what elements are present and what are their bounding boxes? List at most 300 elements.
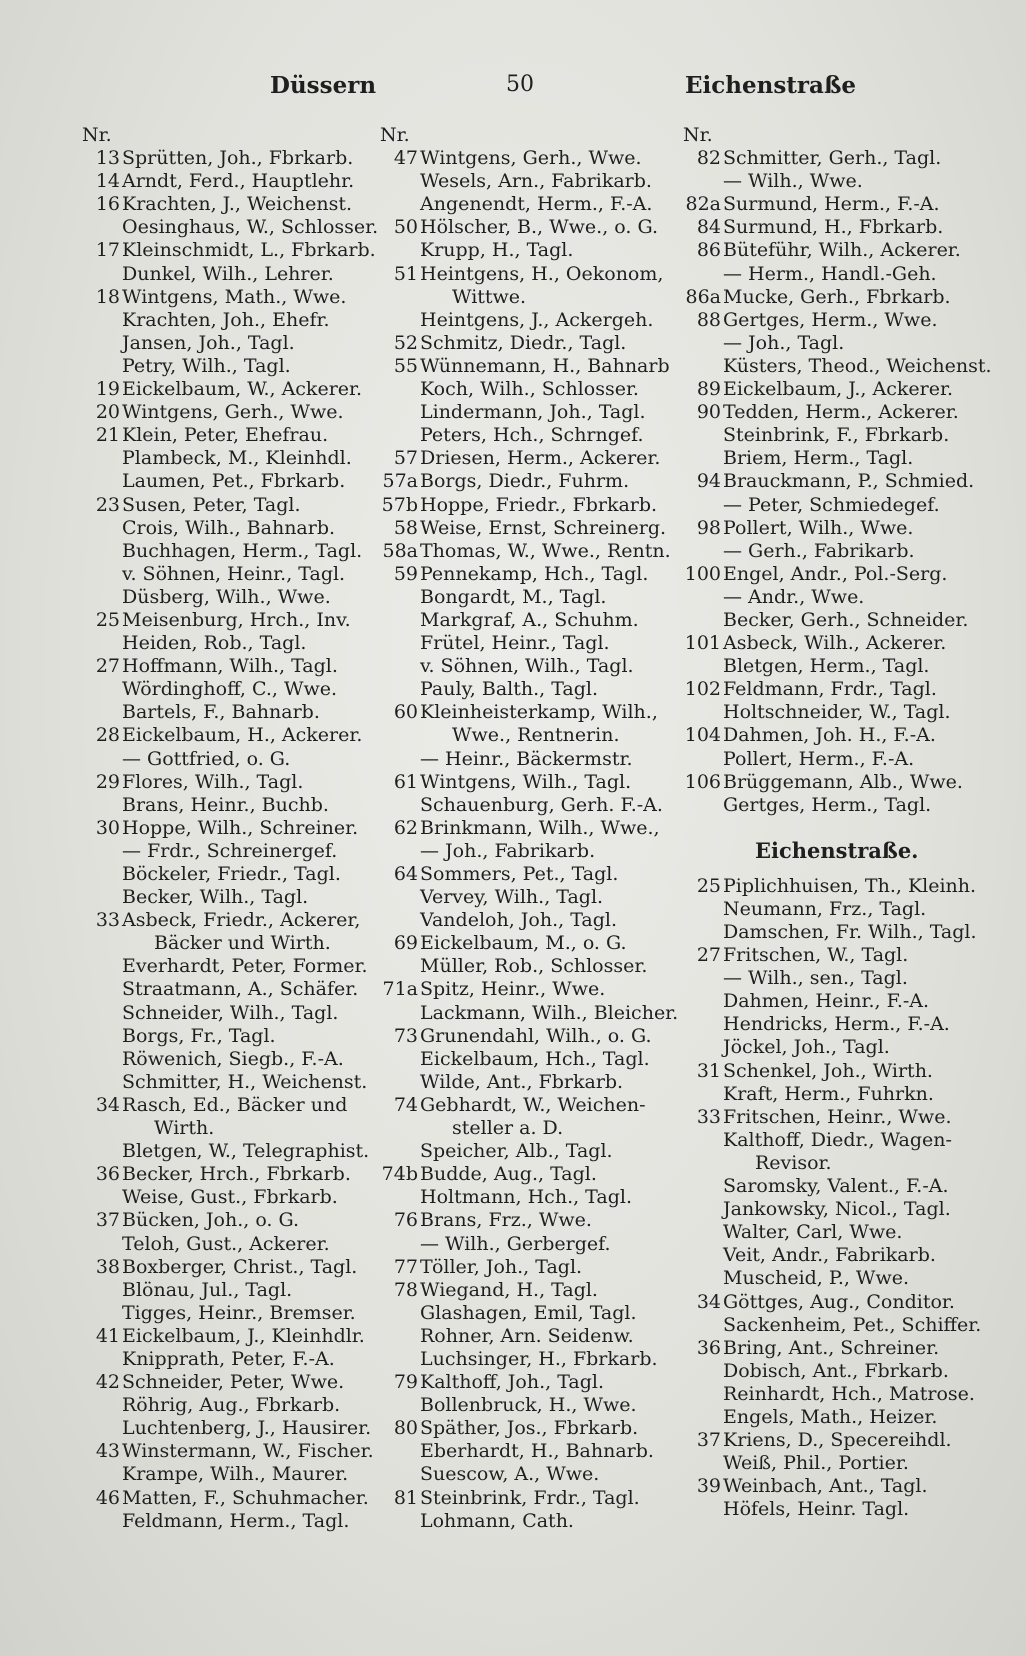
directory-entry: [683, 332, 983, 355]
house-number: 100: [684, 562, 721, 585]
resident-entry: Weise, Gust., Fbrkarb.: [122, 1186, 338, 1209]
resident-entry: Krupp, H., Tagl.: [420, 239, 574, 262]
resident-entry: Boxberger, Christ., Tagl.: [122, 1255, 358, 1278]
house-number: 43: [95, 1440, 120, 1463]
resident-entry: — Wilh., Gerbergef.: [420, 1232, 611, 1255]
house-number: 38: [95, 1255, 120, 1278]
resident-entry: Eickelbaum, J., Kleinhdlr.: [122, 1324, 365, 1347]
resident-entry: Schneider, Wilh., Tagl.: [122, 1001, 339, 1024]
resident-entry: Böckeler, Friedr., Tagl.: [122, 863, 341, 885]
house-number: 31: [696, 1059, 721, 1082]
house-number: 50: [393, 216, 418, 239]
house-number: 57b: [381, 493, 418, 516]
directory-entry: [380, 286, 680, 309]
directory-entry: [380, 1371, 680, 1394]
page-header: [0, 72, 1026, 112]
directory-entry: [683, 748, 983, 771]
directory-entry: [683, 447, 983, 470]
house-number: 36: [696, 1336, 721, 1359]
resident-entry: Wördinghoff, C., Wwe.: [122, 678, 338, 701]
resident-entry: Engel, Andr., Pol.-Serg.: [723, 562, 948, 585]
directory-entry: [380, 1348, 680, 1371]
resident-entry: Reinhardt, Hch., Matrose.: [723, 1382, 975, 1405]
resident-entry: Thomas, W., Wwe., Rentn.: [420, 539, 671, 562]
directory-entry: [82, 1048, 382, 1071]
directory-entry: [82, 563, 382, 586]
resident-entry: Flores, Wilh., Tagl.: [122, 770, 304, 793]
directory-entry: [683, 401, 983, 424]
directory-entry: [82, 1071, 382, 1094]
directory-entry: [380, 817, 680, 840]
directory-entry: [380, 1025, 680, 1048]
directory-entry: [683, 378, 983, 401]
resident-entry: Kalthoff, Diedr., Wagen-: [723, 1128, 952, 1151]
house-number: 62: [393, 816, 418, 839]
resident-entry: Wintgens, Gerh., Wwe.: [420, 147, 642, 170]
directory-entry: [380, 1256, 680, 1279]
house-number: 25: [95, 608, 120, 631]
resident-entry: Glashagen, Emil, Tagl.: [420, 1301, 637, 1324]
resident-entry: Tigges, Heinr., Bremser.: [122, 1301, 356, 1324]
directory-entry: [380, 586, 680, 609]
directory-entry: [683, 1013, 983, 1036]
directory-entry: [683, 1267, 983, 1290]
house-number: 64: [393, 863, 418, 885]
house-number: 82: [696, 147, 721, 170]
resident-entry: — Joh., Fabrikarb.: [420, 839, 596, 862]
resident-entry: Weinbach, Ant., Tagl.: [723, 1475, 928, 1498]
directory-entry: [82, 1256, 382, 1279]
house-number: 23: [95, 493, 120, 516]
directory-entry: [380, 1417, 680, 1440]
directory-entry: [683, 1198, 983, 1221]
house-number: 13: [95, 147, 120, 170]
resident-entry: Kalthoff, Joh., Tagl.: [420, 1371, 605, 1394]
resident-entry: — Gerh., Fabrikarb.: [723, 539, 915, 562]
directory-entry: [82, 794, 382, 817]
directory-entry: [82, 932, 382, 955]
resident-entry: v. Söhnen, Heinr., Tagl.: [122, 562, 346, 585]
directory-entry: [683, 1291, 983, 1314]
directory-entry: [82, 1186, 382, 1209]
resident-entry: Peters, Hch., Schrngef.: [420, 424, 644, 447]
resident-entry: Heiden, Rob., Tagl.: [122, 632, 307, 655]
resident-entry: Bartels, F., Bahnarb.: [122, 701, 320, 724]
directory-entry: [380, 701, 680, 724]
directory-entry: [82, 1140, 382, 1163]
directory-entry: [683, 170, 983, 193]
resident-entry: Engels, Math., Heizer.: [723, 1405, 938, 1428]
resident-entry: Dobisch, Ant., Fbrkarb.: [723, 1359, 949, 1382]
resident-entry: Jansen, Joh., Tagl.: [122, 331, 295, 354]
directory-entry: [380, 216, 680, 239]
resident-entry: Küsters, Theod., Weichenst.: [723, 354, 992, 377]
directory-entry: [380, 655, 680, 678]
directory-entry: [380, 1071, 680, 1094]
house-number: 77: [393, 1255, 418, 1278]
directory-entry: [683, 1175, 983, 1198]
house-number: 86a: [685, 285, 721, 308]
resident-entry: — Joh., Tagl.: [723, 331, 845, 354]
directory-entry: [82, 955, 382, 978]
section-title: Eichenstraße.: [755, 837, 919, 863]
resident-entry: Angenendt, Herm., F.-A.: [420, 193, 653, 216]
resident-entry: Meisenburg, Hrch., Inv.: [122, 608, 351, 631]
directory-entry: [683, 609, 983, 632]
resident-entry: Kraft, Herm., Fuhrkn.: [723, 1082, 934, 1105]
directory-entry: [82, 401, 382, 424]
directory-column-2: [380, 124, 680, 1533]
resident-entry: Schmitter, Gerh., Tagl.: [723, 147, 942, 170]
house-number: 90: [696, 401, 721, 424]
directory-entry: [82, 494, 382, 517]
directory-entry: [380, 517, 680, 540]
nr-label: Nr.: [683, 124, 713, 146]
directory-entry: [82, 1233, 382, 1256]
header-right-street: Eichenstraße: [685, 72, 857, 99]
resident-entry: Gebhardt, W., Weichen-: [420, 1093, 646, 1116]
directory-entry: [683, 990, 983, 1013]
house-number: 42: [95, 1371, 120, 1394]
resident-entry: Steinbrink, F., Fbrkarb.: [723, 424, 950, 447]
directory-entry: [683, 1475, 983, 1498]
directory-entry: [380, 309, 680, 332]
resident-entry: Lackmann, Wilh., Bleicher.: [420, 1001, 679, 1024]
resident-entry: v. Söhnen, Wilh., Tagl.: [420, 655, 634, 678]
section-heading: [683, 817, 983, 875]
resident-entry: Holtschneider, W., Tagl.: [723, 701, 951, 724]
number-column-label: [82, 124, 382, 147]
directory-entry: [380, 609, 680, 632]
house-number: 27: [95, 655, 120, 678]
resident-entry: Fritschen, Heinr., Wwe.: [723, 1105, 952, 1128]
directory-entry: [683, 470, 983, 493]
resident-entry: Eickelbaum, J., Ackerer.: [723, 378, 953, 401]
directory-entry: [683, 1452, 983, 1475]
resident-entry: Bletgen, W., Telegraphist.: [122, 1140, 370, 1163]
directory-entry: [683, 1406, 983, 1429]
house-number: 82a: [685, 193, 721, 216]
directory-entry: [380, 932, 680, 955]
resident-entry: Wiegand, H., Tagl.: [420, 1278, 598, 1301]
resident-entry: Bring, Ant., Schreiner.: [723, 1336, 940, 1359]
resident-entry: Hölscher, B., Wwe., o. G.: [420, 216, 658, 239]
house-number: 34: [95, 1093, 120, 1116]
directory-entry: [380, 771, 680, 794]
directory-entry: [82, 1209, 382, 1232]
directory-entry: [380, 886, 680, 909]
directory-entry: [82, 1394, 382, 1417]
resident-entry: Asbeck, Wilh., Ackerer.: [723, 632, 947, 655]
resident-entry: Rohner, Arn. Seidenw.: [420, 1324, 634, 1347]
directory-entry: [82, 1348, 382, 1371]
resident-entry: Hoppe, Friedr., Fbrkarb.: [420, 493, 658, 516]
directory-entry: [82, 1325, 382, 1348]
resident-entry: Winstermann, W., Fischer.: [122, 1440, 374, 1463]
directory-entry: [683, 898, 983, 921]
resident-entry: Bongardt, M., Tagl.: [420, 585, 607, 608]
directory-entry: [82, 909, 382, 932]
directory-entry: [82, 216, 382, 239]
directory-entry: [82, 1302, 382, 1325]
resident-entry: Buchhagen, Herm., Tagl.: [122, 539, 363, 562]
resident-entry: Brüggemann, Alb., Wwe.: [723, 770, 963, 793]
house-number: 20: [95, 401, 120, 424]
directory-entry: [82, 263, 382, 286]
directory-entry: [380, 1302, 680, 1325]
house-number: 80: [393, 1417, 418, 1440]
directory-entry: [380, 378, 680, 401]
directory-entry: [683, 1498, 983, 1521]
header-left-street: Düssern: [270, 72, 377, 99]
resident-entry: Kriens, D., Specereihdl.: [723, 1429, 952, 1452]
directory-entry: [82, 655, 382, 678]
resident-entry: Bücken, Joh., o. G.: [122, 1209, 300, 1232]
directory-entry: [683, 794, 983, 817]
resident-entry: Hendricks, Herm., F.-A.: [723, 1013, 950, 1036]
resident-entry: Briem, Herm., Tagl.: [723, 447, 914, 470]
number-column-label: [380, 124, 680, 147]
directory-entry: [380, 563, 680, 586]
directory-entry: [82, 193, 382, 216]
resident-entry: Töller, Joh., Tagl.: [420, 1255, 583, 1278]
resident-entry: Hoppe, Wilh., Schreiner.: [122, 816, 359, 839]
resident-entry: Göttges, Aug., Conditor.: [723, 1290, 955, 1313]
resident-entry: Koch, Wilh., Schlosser.: [420, 378, 639, 401]
directory-entry: [380, 401, 680, 424]
house-number: 36: [95, 1163, 120, 1186]
directory-entry: [380, 263, 680, 286]
house-number: 27: [696, 944, 721, 967]
directory-entry: [683, 1244, 983, 1267]
resident-entry: — Andr., Wwe.: [723, 585, 865, 608]
house-number: 37: [95, 1209, 120, 1232]
resident-entry: Borgs, Diedr., Fuhrm.: [420, 470, 630, 493]
resident-entry: Walter, Carl, Wwe.: [723, 1221, 903, 1244]
page-number: 50: [506, 72, 534, 97]
resident-entry: — Gottfried, o. G.: [122, 747, 291, 770]
resident-entry: Krachten, J., Weichenst.: [122, 193, 353, 216]
house-number: 61: [393, 770, 418, 793]
directory-entry: [683, 563, 983, 586]
resident-entry: Spitz, Heinr., Wwe.: [420, 978, 606, 1001]
resident-entry: Schneider, Peter, Wwe.: [122, 1371, 345, 1394]
directory-entry: [683, 1083, 983, 1106]
house-number: 19: [95, 378, 120, 401]
directory-entry: [82, 586, 382, 609]
directory-entry: [683, 724, 983, 747]
directory-entry: [683, 1429, 983, 1452]
house-number: 46: [95, 1486, 120, 1509]
directory-entry: [380, 470, 680, 493]
resident-entry: Pollert, Herm., F.-A.: [723, 747, 915, 770]
directory-entry: [380, 170, 680, 193]
resident-entry: Becker, Gerh., Schneider.: [723, 608, 969, 631]
resident-entry: Driesen, Herm., Ackerer.: [420, 447, 661, 470]
house-number: 88: [696, 308, 721, 331]
resident-entry: Düsberg, Wilh., Wwe.: [122, 585, 331, 608]
resident-entry: Eickelbaum, M., o. G.: [420, 932, 627, 955]
resident-entry: Saromsky, Valent., F.-A.: [723, 1175, 949, 1198]
resident-entry: Heintgens, J., Ackergeh.: [420, 308, 654, 331]
resident-entry: Schmitz, Diedr., Tagl.: [420, 331, 627, 354]
resident-entry: Grunendahl, Wilh., o. G.: [420, 1024, 652, 1047]
resident-entry: Gertges, Herm., Wwe.: [723, 308, 938, 331]
directory-entry: [82, 424, 382, 447]
resident-entry: Lindermann, Joh., Tagl.: [420, 401, 646, 424]
resident-entry: Büteführ, Wilh., Ackerer.: [723, 239, 961, 262]
directory-entry: [683, 1060, 983, 1083]
resident-entry: — Herm., Handl.-Geh.: [723, 262, 937, 285]
directory-entry: [380, 955, 680, 978]
directory-entry: [380, 355, 680, 378]
resident-entry: Heintgens, H., Oekonom,: [420, 262, 664, 285]
directory-entry: [82, 1163, 382, 1186]
directory-entry: [683, 1036, 983, 1059]
directory-entry: [82, 470, 382, 493]
directory-entry: [683, 921, 983, 944]
nr-label: Nr.: [380, 124, 410, 146]
resident-entry: Bollenbruck, H., Wwe.: [420, 1394, 637, 1417]
house-number: 52: [393, 331, 418, 354]
house-number: 89: [696, 378, 721, 401]
directory-entry: [82, 748, 382, 771]
directory-entry: [380, 193, 680, 216]
resident-entry: Tedden, Herm., Ackerer.: [723, 401, 959, 424]
directory-entry: [82, 724, 382, 747]
directory-entry: [82, 1440, 382, 1463]
directory-entry: [82, 1463, 382, 1486]
resident-entry: Budde, Aug., Tagl.: [420, 1163, 597, 1186]
resident-entry: Steinbrink, Frdr., Tagl.: [420, 1486, 640, 1509]
directory-entry: [683, 354, 992, 378]
resident-entry: Müller, Rob., Schlosser.: [420, 955, 648, 978]
resident-entry: Schmitter, H., Weichenst.: [122, 1070, 368, 1093]
house-number: 86: [696, 239, 721, 262]
directory-entry: [683, 424, 983, 447]
resident-entry: Susen, Peter, Tagl.: [122, 493, 301, 516]
resident-entry: Knipprath, Peter, F.-A.: [122, 1347, 335, 1370]
directory-entry: [380, 1140, 680, 1163]
directory-entry: [82, 1025, 382, 1048]
resident-entry: Bäcker und Wirth.: [154, 932, 331, 955]
directory-entry: [683, 263, 983, 286]
house-number: 58: [393, 516, 418, 539]
house-number: 60: [393, 701, 418, 724]
resident-entry: Asbeck, Friedr., Ackerer,: [122, 909, 361, 932]
house-number: 39: [696, 1475, 721, 1498]
directory-entry: [683, 309, 983, 332]
resident-entry: Vervey, Wilh., Tagl.: [420, 886, 604, 909]
directory-entry: [82, 170, 382, 193]
resident-entry: Sackenheim, Pet., Schiffer.: [723, 1313, 982, 1336]
resident-entry: Surmund, Herm., F.-A.: [723, 193, 940, 216]
house-number: 106: [684, 770, 721, 793]
house-number: 33: [696, 1105, 721, 1128]
directory-entry: [683, 494, 983, 517]
resident-entry: Späther, Jos., Fbrkarb.: [420, 1417, 639, 1440]
house-number: 57: [393, 447, 418, 470]
resident-entry: Sommers, Pet., Tagl.: [420, 863, 619, 885]
resident-entry: — Frdr., Schreinergef.: [122, 839, 338, 862]
resident-entry: Hoffmann, Wilh., Tagl.: [122, 655, 338, 678]
directory-entry: [380, 909, 680, 932]
resident-entry: Brinkmann, Wilh., Wwe.,: [420, 816, 660, 839]
house-number: 41: [95, 1324, 120, 1347]
directory-entry: [683, 655, 983, 678]
resident-entry: Veit, Andr., Fabrikarb.: [723, 1244, 936, 1267]
resident-entry: Wilde, Ant., Fbrkarb.: [420, 1070, 624, 1093]
resident-entry: Wintgens, Gerh., Wwe.: [122, 401, 344, 424]
resident-entry: steller a. D.: [452, 1117, 564, 1140]
resident-entry: Surmund, H., Fbrkarb.: [723, 216, 944, 239]
resident-entry: Luchtenberg, J., Hausirer.: [122, 1417, 372, 1440]
directory-entry: [683, 1360, 983, 1383]
directory-entry: [683, 1314, 983, 1337]
resident-entry: Markgraf, A., Schuhm.: [420, 608, 639, 631]
directory-entry: [380, 1279, 680, 1302]
house-number: 30: [95, 816, 120, 839]
house-number: 55: [393, 354, 418, 377]
resident-entry: Revisor.: [755, 1151, 832, 1174]
directory-entry: [82, 771, 382, 794]
house-number: 81: [393, 1486, 418, 1509]
resident-entry: Pollert, Wilh., Wwe.: [723, 516, 914, 539]
directory-entry: [380, 1209, 680, 1232]
resident-entry: Oesinghaus, W., Schlosser.: [122, 216, 379, 239]
resident-entry: Eberhardt, H., Bahnarb.: [420, 1440, 654, 1463]
directory-entry: [82, 147, 382, 170]
resident-entry: Höfels, Heinr. Tagl.: [723, 1498, 910, 1521]
directory-entry: [380, 239, 680, 262]
house-number: 76: [393, 1209, 418, 1232]
resident-entry: Mucke, Gerh., Fbrkarb.: [723, 285, 951, 308]
directory-entry: [683, 1221, 983, 1244]
resident-entry: Damschen, Fr. Wilh., Tagl.: [723, 921, 977, 943]
directory-entry: [82, 886, 382, 909]
resident-entry: — Wilh., sen., Tagl.: [723, 967, 908, 990]
directory-entry: [380, 147, 680, 170]
directory-entry: [683, 517, 983, 540]
resident-entry: Suescow, A., Wwe.: [420, 1463, 600, 1486]
directory-entry: [683, 147, 983, 170]
resident-entry: Kleinheisterkamp, Wilh.,: [420, 701, 658, 724]
directory-entry: [380, 1002, 680, 1025]
resident-entry: Luchsinger, H., Fbrkarb.: [420, 1347, 658, 1370]
directory-entry: [82, 447, 382, 470]
resident-entry: Jankowsky, Nicol., Tagl.: [723, 1198, 951, 1221]
directory-entry: [380, 424, 680, 447]
resident-entry: — Peter, Schmiedegef.: [723, 493, 940, 516]
directory-entry: [683, 944, 983, 967]
directory-entry: [683, 678, 983, 701]
house-number: 51: [393, 262, 418, 285]
house-number: 94: [696, 470, 721, 493]
directory-entry: [683, 1337, 983, 1360]
resident-entry: — Heinr., Bäckermstr.: [420, 747, 633, 770]
directory-entry: [683, 701, 983, 724]
directory-entry: [683, 540, 983, 563]
directory-entry: [380, 1117, 680, 1140]
directory-entry: [380, 748, 680, 771]
directory-entry: [82, 378, 382, 401]
resident-entry: Borgs, Fr., Tagl.: [122, 1024, 276, 1047]
directory-entry: [380, 540, 680, 563]
directory-entry: [82, 1002, 382, 1025]
directory-entry: [82, 239, 382, 262]
directory-entry: [380, 332, 680, 355]
directory-entry: [82, 1510, 382, 1533]
